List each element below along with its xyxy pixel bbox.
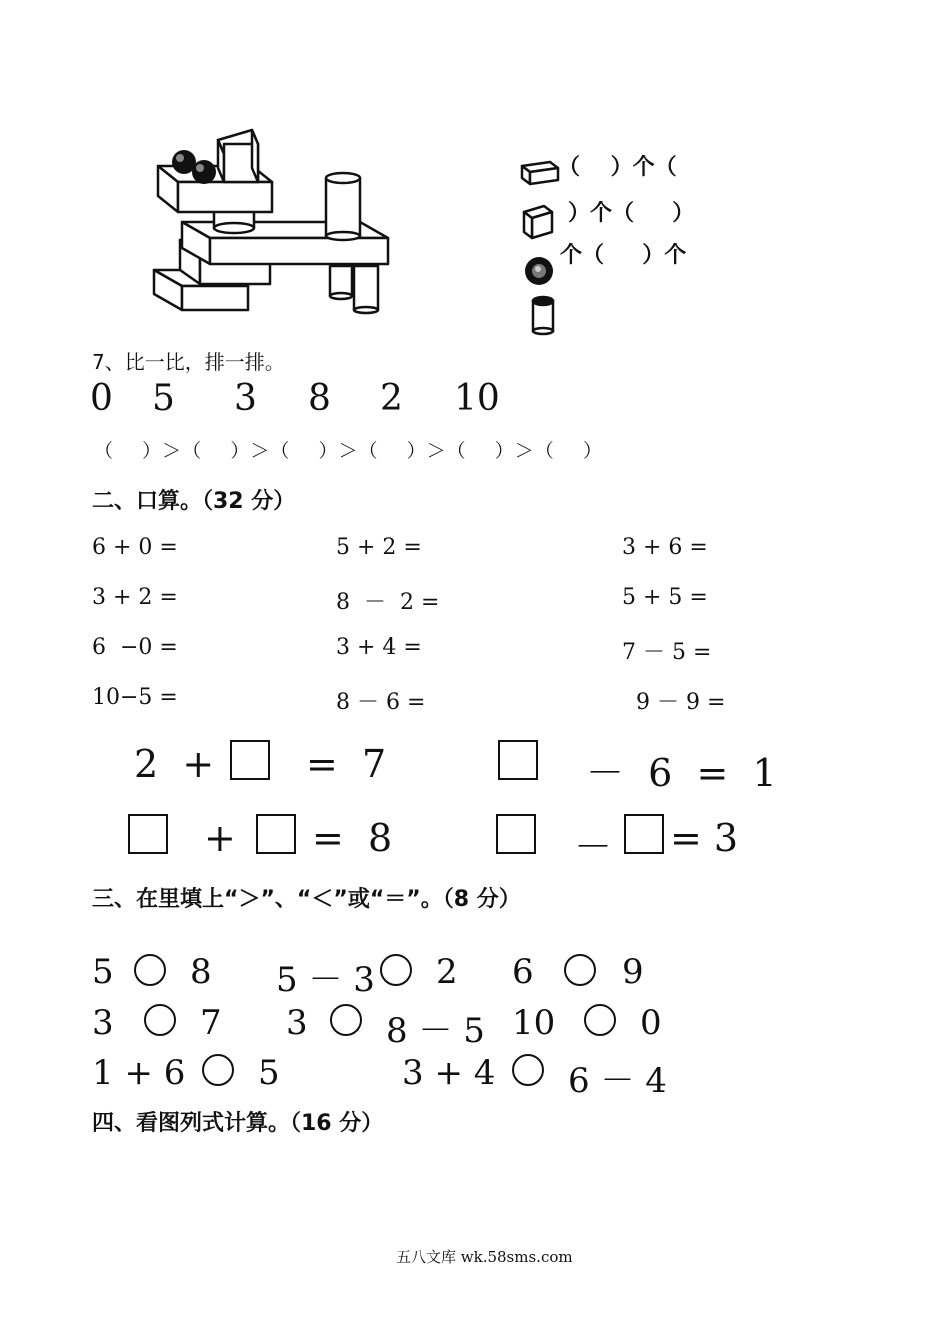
calc-r2-c1: 3 + 2 = xyxy=(92,585,178,610)
calc-r4-c3: 9 － 9 = xyxy=(636,690,726,715)
compare-circle-4[interactable] xyxy=(144,1004,176,1036)
cube-icon xyxy=(520,202,558,242)
cylinder-icon xyxy=(528,294,558,336)
cmp-r3-b-left: 3 + 4 xyxy=(402,1053,496,1093)
block-structure-illustration xyxy=(140,120,410,320)
q7-number-2: 3 xyxy=(234,378,257,419)
cmp-r1-b-left: 5 － 3 xyxy=(276,960,375,1000)
calc-r1-c1: 6 + 0 = xyxy=(92,535,178,560)
box-eq3-mid: + xyxy=(204,816,236,860)
box-eq4-right: = 3 xyxy=(670,816,739,860)
cmp-r3-b-right: 6 － 4 xyxy=(568,1061,667,1101)
calc-r2-c3: 5 + 5 = xyxy=(622,585,708,610)
q7-number-4: 2 xyxy=(380,378,403,419)
q7-number-1: 5 xyxy=(152,378,175,419)
cmp-r2-a-left: 3 xyxy=(92,1003,114,1043)
footer-watermark: 五八文库 wk.58sms.com xyxy=(396,1248,573,1266)
shape-count-line-3: 个（ ）个 xyxy=(560,243,687,268)
answer-box-6[interactable] xyxy=(624,814,664,854)
q7-number-5: 10 xyxy=(454,378,500,419)
cmp-r2-c-right: 0 xyxy=(640,1003,662,1043)
compare-circle-2[interactable] xyxy=(380,954,412,986)
q7-title: 7、比一比，排一排。 xyxy=(92,350,285,374)
section4-title: 四、看图列式计算。（16 分） xyxy=(92,1111,384,1136)
box-eq1-left: 2 + xyxy=(134,742,215,786)
cmp-r3-a-right: 5 xyxy=(258,1053,280,1093)
calc-r1-c3: 3 + 6 = xyxy=(622,535,708,560)
shape-count-line-2: ）个（ ） xyxy=(568,201,695,226)
compare-circle-5[interactable] xyxy=(330,1004,362,1036)
cmp-r2-b-left: 3 xyxy=(286,1003,308,1043)
cmp-r3-a-left: 1 + 6 xyxy=(92,1053,186,1093)
q7-order-row[interactable]: （ ）＞（ ）＞（ ）＞（ ）＞（ ）＞（ ） xyxy=(94,440,603,462)
answer-box-5[interactable] xyxy=(496,814,536,854)
section3-title: 三、在里填上“＞”、“＜”或“＝”。（8 分） xyxy=(92,887,521,912)
cmp-r1-c-right: 9 xyxy=(622,952,644,992)
calc-r3-c2: 3 + 4 = xyxy=(336,635,422,660)
compare-circle-6[interactable] xyxy=(584,1004,616,1036)
cmp-r1-a-right: 8 xyxy=(190,952,212,992)
compare-circle-8[interactable] xyxy=(512,1054,544,1086)
q7-number-3: 8 xyxy=(308,378,331,419)
calc-r3-c3: 7 － 5 = xyxy=(622,640,712,665)
box-eq1-right: = 7 xyxy=(306,742,387,786)
answer-box-2[interactable] xyxy=(498,740,538,780)
compare-circle-7[interactable] xyxy=(202,1054,234,1086)
cmp-r2-a-right: 7 xyxy=(200,1003,222,1043)
compare-circle-1[interactable] xyxy=(134,954,166,986)
compare-circle-3[interactable] xyxy=(564,954,596,986)
answer-box-3[interactable] xyxy=(128,814,168,854)
calc-r1-c2: 5 + 2 = xyxy=(336,535,422,560)
sphere-icon xyxy=(522,254,556,288)
box-eq2-right: － 6 = 1 xyxy=(586,751,777,795)
box-eq4-mid: － xyxy=(574,825,613,869)
shape-count-line-1: （ ）个（ xyxy=(558,155,677,180)
calc-r2-c2: 8 － 2 = xyxy=(336,590,440,615)
q7-number-0: 0 xyxy=(90,378,113,419)
calc-r3-c1: 6 −0 = xyxy=(92,635,178,660)
box-eq3-right: = 8 xyxy=(312,816,393,860)
cuboid-icon xyxy=(518,156,562,188)
cmp-r2-b-right: 8 － 5 xyxy=(386,1011,485,1051)
cmp-r1-c-left: 6 xyxy=(512,952,534,992)
calc-r4-c2: 8 － 6 = xyxy=(336,690,426,715)
cmp-r1-a-left: 5 xyxy=(92,952,114,992)
answer-box-4[interactable] xyxy=(256,814,296,854)
cmp-r2-c-left: 10 xyxy=(512,1003,556,1043)
calc-r4-c1: 10−5 = xyxy=(92,685,178,710)
section2-title: 二、口算。（32 分） xyxy=(92,489,296,514)
cmp-r1-b-right: 2 xyxy=(436,952,458,992)
answer-box-1[interactable] xyxy=(230,740,270,780)
